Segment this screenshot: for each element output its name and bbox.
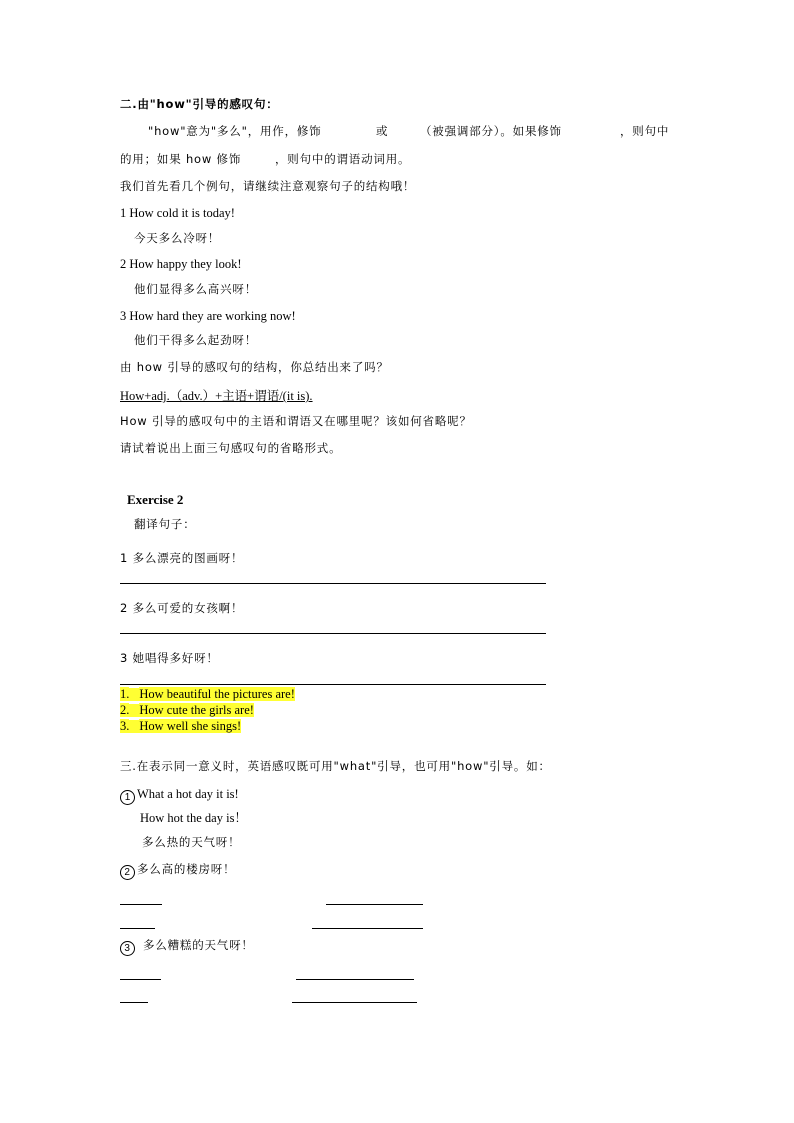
answer-text: How beautiful the pictures are!	[139, 687, 295, 701]
omission-question: How 引导的感叹句中的主语和谓语又在哪里呢？该如何省略呢？	[120, 414, 472, 428]
example1-what-text: What a hot day it is!	[137, 787, 239, 801]
intro2-text-a: 的用；如果 how 修饰	[120, 152, 242, 166]
section2-heading: 二.由"how"引导的感叹句：	[120, 97, 279, 111]
example-cn: 他们干得多么起劲呀！	[134, 333, 257, 347]
answer-number: 2.	[120, 703, 130, 717]
example1-what	[120, 788, 239, 805]
example-en: 3 How hard they are working now!	[120, 309, 296, 323]
blank-line	[120, 928, 155, 929]
observe-text: 我们首先看几个例句，请继续注意观察句子的结构哦！	[120, 179, 416, 193]
answer-line	[120, 633, 546, 634]
example-cn: 他们显得多么高兴呀！	[134, 282, 257, 296]
answer-item	[120, 688, 295, 701]
blank-line	[296, 979, 414, 980]
exercise-item: 1 多么漂亮的图画呀！	[120, 551, 244, 565]
blank-line	[326, 904, 423, 905]
answer-item	[120, 704, 254, 717]
blank-line	[120, 904, 162, 905]
exercise-item: 2 多么可爱的女孩啊！	[120, 601, 244, 615]
intro-text-b: 或	[376, 124, 389, 138]
example3-cn: 多么糟糕的天气呀！	[143, 938, 254, 952]
answer-text: How cute the girls are!	[139, 703, 254, 717]
answer-number: 3.	[120, 719, 130, 733]
intro2-text-b: ，则句中的谓语动词用。	[275, 152, 411, 166]
example-en: 2 How happy they look!	[120, 257, 242, 271]
example-en: 1 How cold it is today!	[120, 206, 235, 220]
exercise-title: Exercise 2	[127, 492, 184, 507]
answer-number: 1.	[120, 687, 130, 701]
example1-cn: 多么热的天气呀！	[142, 835, 241, 849]
answer-line	[120, 684, 546, 685]
section3-heading: 三.在表示同一意义时，英语感叹既可用"what"引导，也可用"how"引导。如：	[120, 759, 551, 773]
blank-line	[120, 1002, 148, 1003]
circled-number: 1	[120, 790, 135, 805]
omission-instruction: 请试着说出上面三句感叹句的省略形式。	[120, 441, 342, 455]
blank-line	[120, 979, 161, 980]
structure-question: 由 how 引导的感叹句的结构，你总结出来了吗？	[120, 360, 389, 374]
intro-text-c: （被强调部分）。如果修饰	[420, 124, 562, 138]
example2-cn: 多么高的楼房呀！	[137, 862, 236, 876]
exercise-instruction: 翻译句子：	[134, 517, 196, 531]
answer-line	[120, 583, 546, 584]
intro-text-a: "how"意为"多么"，用作，修饰	[148, 124, 322, 138]
example2	[120, 864, 235, 880]
answer-text: How well she sings!	[139, 719, 242, 733]
blank-line	[292, 1002, 417, 1003]
circled-number: 3	[120, 941, 135, 956]
example1-how: How hot the day is！	[140, 811, 247, 825]
example-cn: 今天多么冷呀！	[134, 231, 221, 245]
structure-formula: How+adj.（adv.）+主语+谓语/(it is).	[120, 389, 313, 403]
intro-text-d: ，则句中	[620, 124, 670, 138]
example3	[120, 940, 254, 956]
blank-line	[312, 928, 423, 929]
answer-item	[120, 720, 241, 733]
circled-number: 2	[120, 865, 135, 880]
exercise-item: 3 她唱得多好呀！	[120, 651, 219, 665]
